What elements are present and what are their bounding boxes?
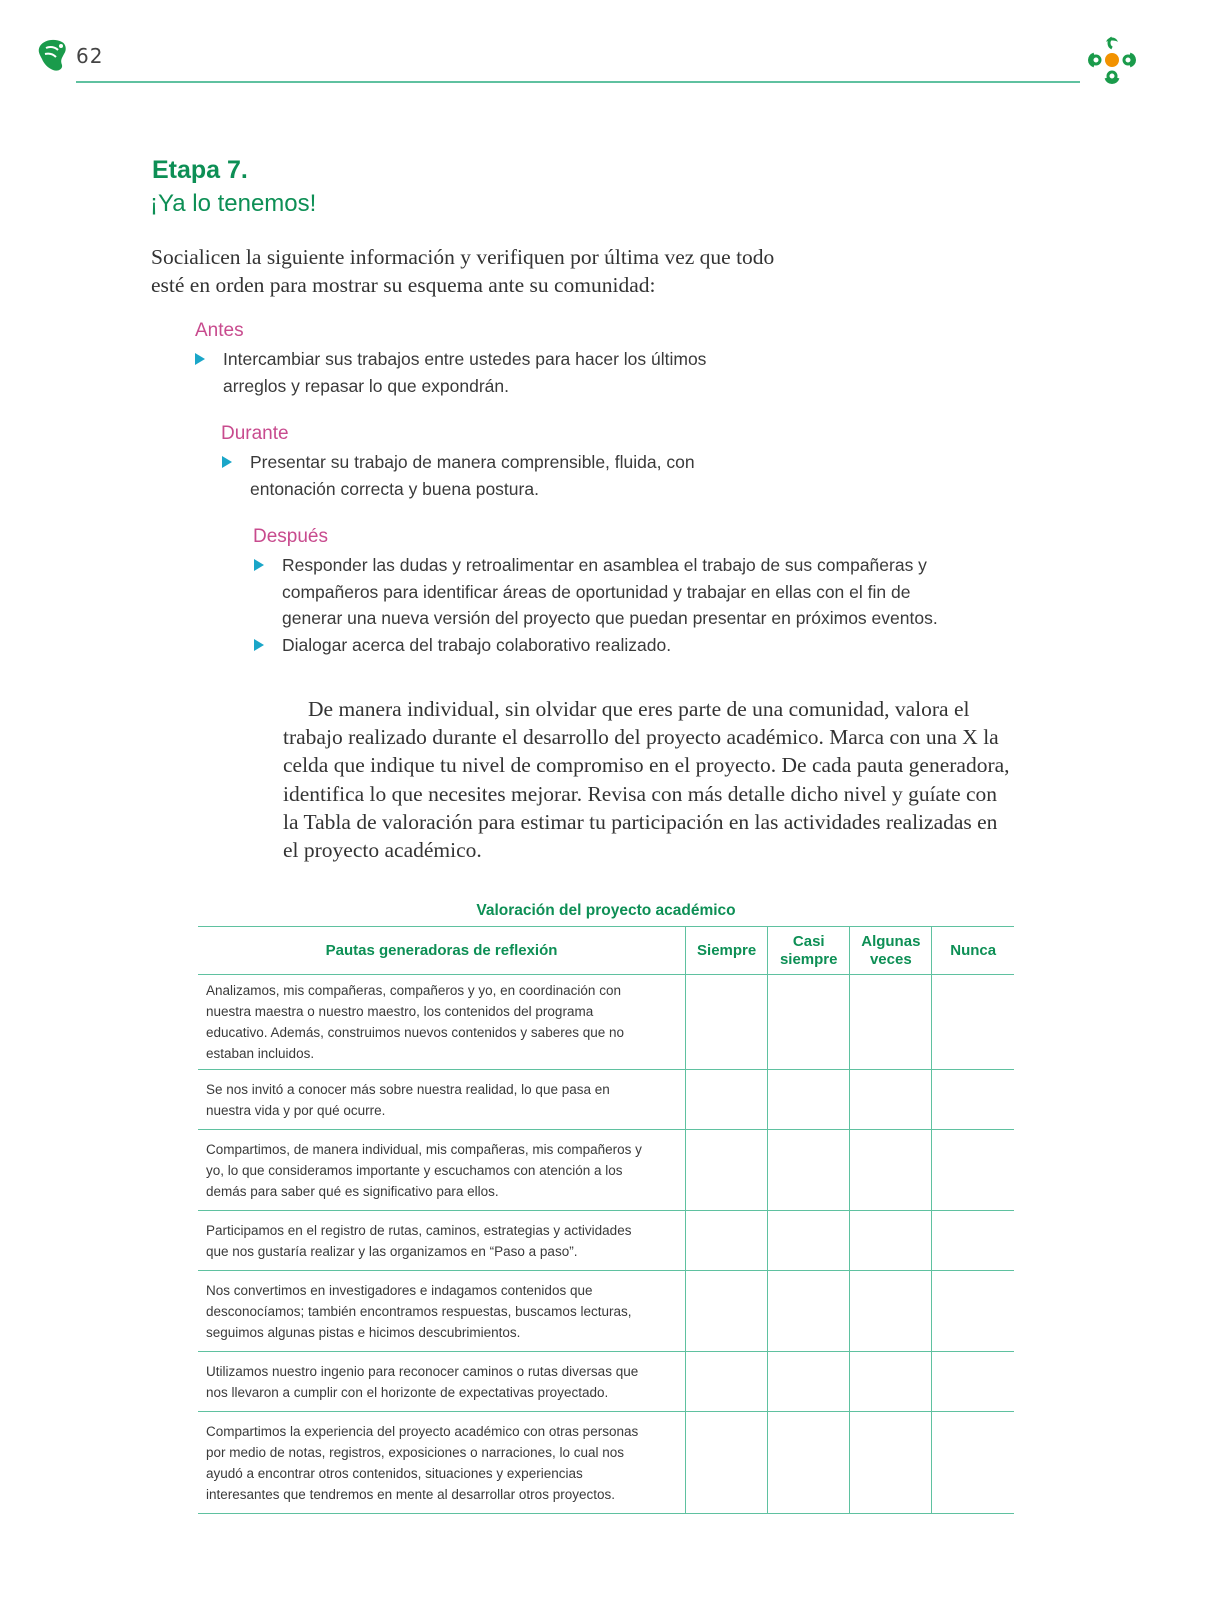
table-row bbox=[198, 1070, 1014, 1130]
bullet-item bbox=[254, 632, 972, 659]
bullet-item bbox=[222, 449, 710, 502]
stage-subtitle: ¡Ya lo tenemos! bbox=[150, 190, 317, 217]
mark-cell-algunas-veces[interactable] bbox=[850, 1412, 932, 1514]
mark-cell-siempre[interactable] bbox=[686, 1070, 768, 1130]
criteria-cell: Utilizamos nuestro ingenio para reconocer caminos o rutas diversas que nos llevaron a cumplir con el horizonte de expectativas proyectado. bbox=[198, 1352, 686, 1412]
mark-cell-casi-siempre[interactable] bbox=[768, 975, 850, 1070]
header-rule bbox=[76, 81, 1080, 83]
bullet-triangle-icon bbox=[254, 639, 264, 651]
header-algunas-veces-line2: veces bbox=[869, 950, 912, 968]
green-leaf-logo-icon bbox=[36, 38, 68, 72]
mark-cell-nunca[interactable] bbox=[932, 1070, 1014, 1130]
bullet-text: Intercambiar sus trabajos entre ustedes para hacer los últimos arreglos y repasar lo que expondrán. bbox=[223, 349, 707, 396]
bullet-item bbox=[195, 346, 743, 399]
bullet-item bbox=[254, 552, 972, 632]
criteria-cell: Analizamos, mis compañeras, compañeros y yo, en coordinación con nuestra maestra o nuestro maestro, los contenidos del programa educativo. Además, construimos nuevos contenidos y saberes que no estaban incluidos. bbox=[198, 975, 686, 1070]
table-row bbox=[198, 1271, 1014, 1352]
table-header-row bbox=[198, 927, 1014, 975]
mark-cell-casi-siempre[interactable] bbox=[768, 1352, 850, 1412]
mark-cell-siempre[interactable] bbox=[686, 1271, 768, 1352]
section-title-durante: Durante bbox=[221, 423, 289, 444]
criteria-cell: Participamos en el registro de rutas, caminos, estrategias y actividades que nos gustaría realizar y las organizamos en “Paso a paso”. bbox=[198, 1211, 686, 1271]
mark-cell-algunas-veces[interactable] bbox=[850, 1070, 932, 1130]
mark-cell-algunas-veces[interactable] bbox=[850, 1271, 932, 1352]
criteria-cell: Compartimos la experiencia del proyecto académico con otras personas por medio de notas, registros, exposiciones o narraciones, lo cual nos ayudó a encontrar otros contenidos, situaciones y experiencias interesantes que tendremos en mente al desarrollar otros proyectos. bbox=[198, 1412, 686, 1514]
table-row bbox=[198, 1130, 1014, 1211]
bullet-triangle-icon bbox=[195, 353, 205, 365]
mark-cell-siempre[interactable] bbox=[686, 1352, 768, 1412]
mark-cell-nunca[interactable] bbox=[932, 1130, 1014, 1211]
header-casi-siempre bbox=[768, 927, 850, 975]
mark-cell-nunca[interactable] bbox=[932, 1271, 1014, 1352]
mark-cell-algunas-veces[interactable] bbox=[850, 1211, 932, 1271]
mark-cell-casi-siempre[interactable] bbox=[768, 1271, 850, 1352]
table-caption: Valoración del proyecto académico bbox=[476, 902, 736, 919]
mark-cell-algunas-veces[interactable] bbox=[850, 975, 932, 1070]
bullet-triangle-icon bbox=[222, 456, 232, 468]
bullet-text: Responder las dudas y retroalimentar en asamblea el trabajo de sus compañeras y compañeros para identificar áreas de oportunidad y trabajar en ellas con el fin de generar una nueva versión del proyecto que puedan presentar en próximos eventos. bbox=[282, 555, 938, 628]
evaluation-table bbox=[198, 926, 1014, 1514]
header-casi-siempre-line2: siempre bbox=[779, 950, 838, 968]
mark-cell-nunca[interactable] bbox=[932, 1352, 1014, 1412]
mark-cell-nunca[interactable] bbox=[932, 1211, 1014, 1271]
mark-cell-nunca[interactable] bbox=[932, 975, 1014, 1070]
stage-title: Etapa 7. bbox=[152, 156, 248, 184]
mark-cell-algunas-veces[interactable] bbox=[850, 1130, 932, 1211]
intro-paragraph: Socialicen la siguiente información y verifiquen por última vez que todo esté en orden para mostrar su esquema ante su comunidad: bbox=[151, 245, 775, 297]
table-row bbox=[198, 1352, 1014, 1412]
table-row bbox=[198, 1211, 1014, 1271]
criteria-cell: Compartimos, de manera individual, mis compañeras, mis compañeros y yo, lo que consideramos importante y escuchamos con atención a los demás para saber qué es significativo para ellos. bbox=[198, 1130, 686, 1211]
section-title-despues: Después bbox=[253, 526, 328, 547]
page-number: 62 bbox=[76, 44, 104, 68]
criteria-cell: Se nos invitó a conocer más sobre nuestra realidad, lo que pasa en nuestra vida y por qué ocurre. bbox=[198, 1070, 686, 1130]
mark-cell-casi-siempre[interactable] bbox=[768, 1070, 850, 1130]
mark-cell-casi-siempre[interactable] bbox=[768, 1412, 850, 1514]
header-criteria: Pautas generadoras de reflexión bbox=[198, 927, 686, 975]
header-algunas-veces-line1: Algunas bbox=[861, 932, 921, 950]
flower-ornament-icon bbox=[1086, 34, 1138, 86]
mark-cell-siempre[interactable] bbox=[686, 1211, 768, 1271]
mark-cell-casi-siempre[interactable] bbox=[768, 1211, 850, 1271]
mark-cell-algunas-veces[interactable] bbox=[850, 1352, 932, 1412]
mark-cell-siempre[interactable] bbox=[686, 1130, 768, 1211]
header-siempre: Siempre bbox=[686, 927, 768, 975]
header-casi-siempre-line1: Casi bbox=[792, 932, 825, 950]
criteria-cell: Nos convertimos en investigadores e indagamos contenidos que desconocíamos; también encontramos respuestas, buscamos lecturas, seguimos algunas pistas e hicimos descubrimientos. bbox=[198, 1271, 686, 1352]
bullet-text: Presentar su trabajo de manera comprensible, fluida, con entonación correcta y buena postura. bbox=[250, 452, 695, 499]
bullet-triangle-icon bbox=[254, 559, 264, 571]
mark-cell-siempre[interactable] bbox=[686, 975, 768, 1070]
section-title-antes: Antes bbox=[195, 320, 244, 341]
table-row bbox=[198, 1412, 1014, 1514]
header-nunca: Nunca bbox=[932, 927, 1014, 975]
mark-cell-nunca[interactable] bbox=[932, 1412, 1014, 1514]
mark-cell-casi-siempre[interactable] bbox=[768, 1130, 850, 1211]
mark-cell-siempre[interactable] bbox=[686, 1412, 768, 1514]
table-row bbox=[198, 975, 1014, 1070]
bullet-text: Dialogar acerca del trabajo colaborativo realizado. bbox=[282, 635, 672, 655]
instructions-paragraph: De manera individual, sin olvidar que eres parte de una comunidad, valora el trabajo realizado durante el desarrollo del proyecto académico. Marca con una X la celda que indique tu nivel de compromiso en el proyecto. De cada pauta generadora, identifica lo que necesites mejorar. Revisa con más detalle dicho nivel y guíate con la Tabla de valoración para estimar tu participación en las actividades realizadas en el proyecto académico. bbox=[283, 697, 1010, 863]
header-algunas-veces bbox=[850, 927, 932, 975]
